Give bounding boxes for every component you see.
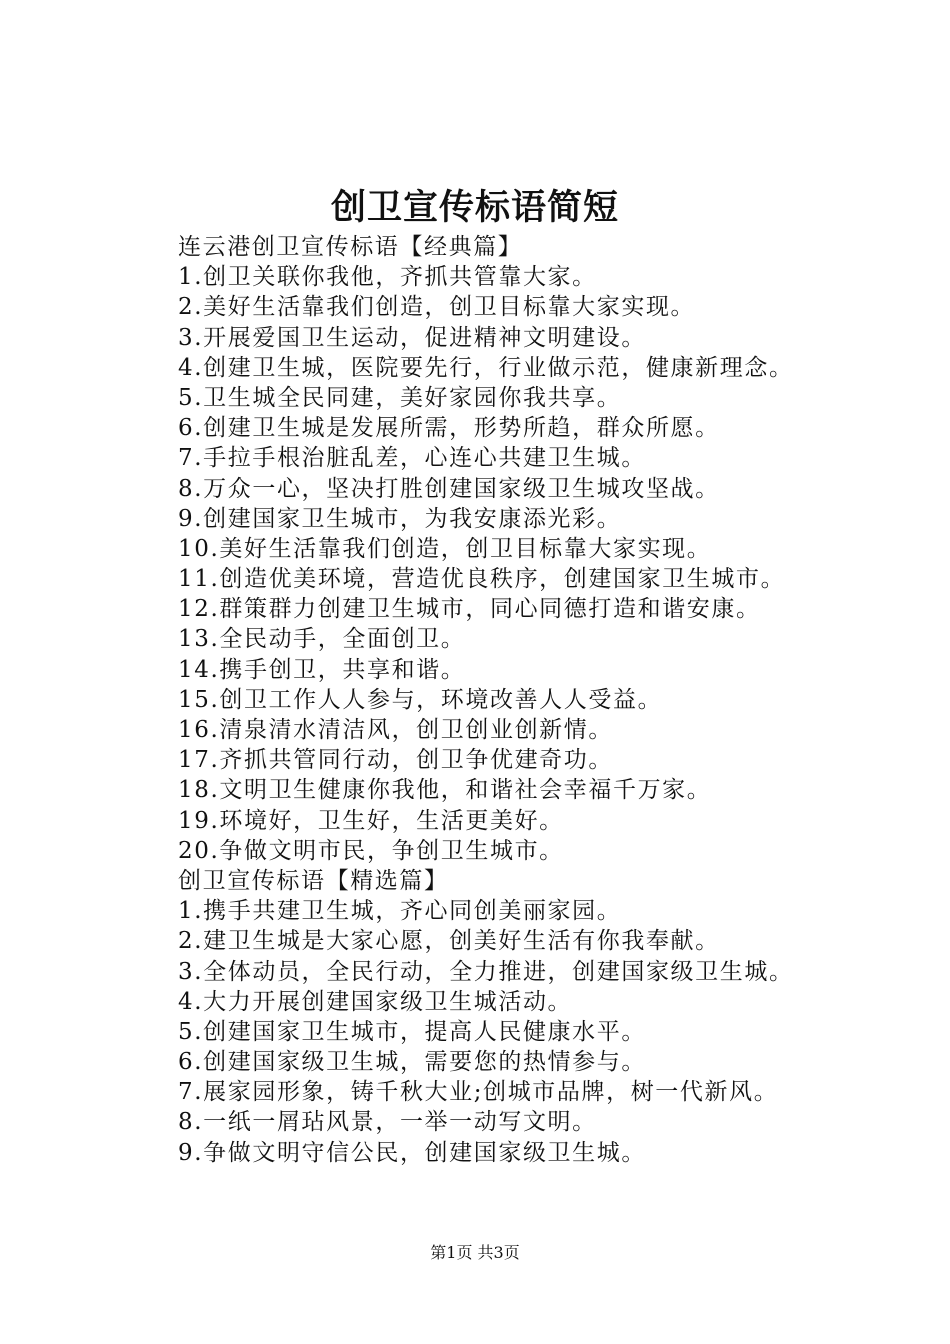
- slogan-item: 15.创卫工作人人参与，环境改善人人受益。: [178, 686, 663, 713]
- slogan-item: 6.创建国家级卫生城，需要您的热情参与。: [178, 1049, 646, 1076]
- slogan-item: 3.全体动员，全民行动，全力推进，创建国家级卫生城。: [178, 958, 794, 985]
- slogan-item: 9.争做文明守信公民，创建国家级卫生城。: [178, 1139, 646, 1166]
- slogan-item: 14.携手创卫，共享和谐。: [178, 656, 466, 683]
- slogan-item: 18.文明卫生健康你我他，和谐社会幸福千万家。: [178, 777, 712, 804]
- slogan-item: 1.携手共建卫生城，齐心同创美丽家园。: [178, 898, 622, 925]
- slogan-item: 1.创卫关联你我他，齐抓共管靠大家。: [178, 264, 597, 291]
- slogan-item: 16.清泉清水清洁风，创卫创业创新情。: [178, 717, 613, 743]
- slogan-item: 2.美好生活靠我们创造，创卫目标靠大家实现。: [178, 294, 696, 321]
- page-footer: 第1页 共3页: [430, 1243, 520, 1262]
- slogan-item: 3.开展爱国卫生运动，促进精神文明建设。: [178, 324, 646, 351]
- document-body: [178, 232, 878, 1168]
- slogan-item: 12.群策群力创建卫生城市，同心同德打造和谐安康。: [178, 596, 761, 623]
- slogan-item: 20.争做文明市民，争创卫生城市。: [178, 837, 564, 864]
- section-heading-classic: 连云港创卫宣传标语【经典篇】: [178, 234, 523, 260]
- slogan-item: 8.一纸一屑玷风景，一举一动写文明。: [178, 1109, 597, 1136]
- section-heading-selected: 创卫宣传标语【精选篇】: [178, 867, 449, 894]
- slogan-item: 8.万众一心，坚决打胜创建国家级卫生城攻坚战。: [178, 475, 720, 502]
- slogan-item: 7.手拉手根治脏乱差，心连心共建卫生城。: [178, 445, 646, 472]
- slogan-item: 7.展家园形象，铸千秋大业;创城市品牌，树一代新风。: [178, 1079, 779, 1106]
- slogan-item: 4.创建卫生城，医院要先行，行业做示范，健康新理念。: [178, 354, 794, 381]
- slogan-item: 5.卫生城全民同建，美好家园你我共享。: [178, 384, 622, 411]
- slogan-item: 10.美好生活靠我们创造，创卫目标靠大家实现。: [178, 535, 712, 562]
- slogan-item: 9.创建国家卫生城市，为我安康添光彩。: [178, 505, 622, 532]
- slogan-item: 2.建卫生城是大家心愿，创美好生活有你我奉献。: [178, 928, 720, 955]
- slogan-item: 19.环境好，卫生好，生活更美好。: [178, 807, 564, 834]
- slogan-item: 4.大力开展创建国家级卫生城活动。: [178, 988, 573, 1015]
- slogan-item: 17.齐抓共管同行动，创卫争优建奇功。: [178, 747, 613, 774]
- slogan-item: 13.全民动手，全面创卫。: [178, 626, 466, 653]
- document-title: 创卫宣传标语简短: [330, 187, 619, 228]
- slogan-item: 11.创造优美环境，营造优良秩序，创建国家卫生城市。: [178, 566, 786, 593]
- slogan-item: 5.创建国家卫生城市，提高人民健康水平。: [178, 1018, 646, 1045]
- slogan-item: 6.创建卫生城是发展所需，形势所趋，群众所愿。: [178, 415, 720, 442]
